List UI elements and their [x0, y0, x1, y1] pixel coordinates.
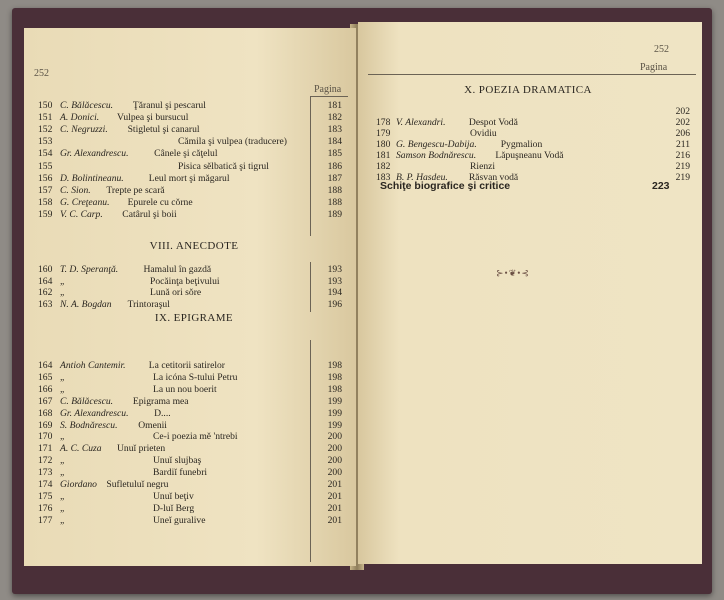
- entry-title: Ovidiu: [470, 128, 497, 139]
- entry-number: 180: [376, 139, 391, 150]
- entry-title: Omenii: [138, 419, 167, 431]
- entry-author: V. C. Carp.: [60, 208, 103, 220]
- entry-number: 154: [38, 148, 53, 160]
- right-page: [358, 22, 702, 564]
- entry-number: 172: [38, 455, 53, 467]
- toc-entry: [38, 443, 348, 455]
- entry-number: 158: [38, 196, 53, 208]
- entry-author: „: [60, 455, 66, 467]
- entry-author: Samson Bodnărescu.: [396, 150, 477, 161]
- entry-title: Cămila şi vulpea (traducere): [178, 136, 287, 148]
- entry-number: 175: [38, 490, 53, 502]
- entry-number: 160: [38, 264, 53, 275]
- entry-page: 193: [327, 275, 342, 287]
- left-page-number: 252: [34, 68, 49, 79]
- entry-number: 162: [38, 287, 53, 299]
- entry-title: Sufletuluĭ negru: [106, 479, 169, 490]
- entry-number: 153: [38, 136, 53, 148]
- entry-page: 183: [327, 124, 342, 136]
- entry-author: Antioh Cantemir.: [60, 360, 126, 371]
- entry-author: G. Bengescu-Dabija.: [396, 139, 477, 150]
- entry-title: Catârul şi boii: [122, 208, 177, 220]
- entry-number: 178: [376, 117, 391, 128]
- entry-page: 193: [327, 264, 342, 275]
- entry-title: La icóna S-tului Petru: [153, 371, 238, 383]
- entry-title: D-luĭ Berg: [153, 502, 195, 514]
- entry-number: 168: [38, 407, 53, 419]
- entry-page: 200: [327, 443, 342, 455]
- entry-author: „: [60, 275, 66, 287]
- entry-title: Răsvan vodă: [468, 172, 519, 183]
- entry-title: Pisica sĕlbatică şi tigrul: [178, 160, 269, 172]
- entry-author: Giordano: [60, 479, 97, 490]
- toc-entry: [38, 467, 348, 479]
- entry-title: Stigletul şi canarul: [127, 124, 200, 136]
- left-header-rule: [310, 96, 348, 97]
- entry-title: D....: [154, 407, 171, 419]
- entry-title: Leul mort şi măgarul: [148, 172, 230, 184]
- toc-entry: [38, 491, 348, 503]
- toc-entry: [38, 479, 348, 491]
- entry-author: N. A. Bogdan: [60, 298, 112, 310]
- entry-number: 183: [376, 172, 391, 183]
- toc-entry: [38, 503, 348, 515]
- entry-author: D. Bolintineanu.: [60, 172, 124, 184]
- toc-entry: [38, 515, 348, 527]
- entry-number: 152: [38, 124, 53, 136]
- entry-title: Unuĭ prieten: [117, 443, 166, 455]
- entry-page: 200: [327, 431, 342, 443]
- entry-page: 202: [675, 117, 690, 128]
- entry-author: C. Sion.: [60, 184, 91, 196]
- entry-title: Vulpea şi bursucul: [117, 112, 189, 124]
- entry-title: Despot Vodă: [468, 117, 518, 128]
- entry-page: 188: [327, 196, 342, 208]
- entry-title: Unuĭ beţiv: [153, 490, 194, 502]
- toc-entry: [38, 148, 348, 160]
- entry-number: 155: [38, 160, 53, 172]
- entry-author: „: [60, 467, 66, 479]
- toc-entry: [38, 396, 348, 408]
- entry-title: Bardiĭ funebri: [153, 467, 208, 479]
- entry-author: „: [60, 287, 66, 299]
- entry-number: 171: [38, 443, 53, 455]
- entry-page: 202: [675, 106, 690, 117]
- entry-page: 196: [327, 298, 342, 310]
- entry-title: Rienzi: [470, 161, 496, 172]
- toc-entry: [38, 455, 348, 467]
- entry-number: 174: [38, 479, 53, 490]
- toc-entry: [38, 100, 348, 112]
- entry-number: 157: [38, 184, 53, 196]
- entry-number: 177: [38, 514, 53, 526]
- entry-author: C. Bălăcescu.: [60, 100, 114, 111]
- toc-entry: [38, 124, 348, 136]
- toc-entry: [38, 276, 348, 288]
- entry-number: 179: [376, 128, 391, 139]
- section-anecdote-title: VIII. ANECDOTE: [149, 240, 239, 252]
- entry-page: 188: [327, 184, 342, 196]
- entry-author: „: [60, 514, 66, 526]
- toc-entry: [38, 420, 348, 432]
- entry-number: 176: [38, 502, 53, 514]
- right-header-rule: [368, 74, 696, 75]
- entry-number: 170: [38, 431, 53, 443]
- toc-entry: [38, 408, 348, 420]
- entry-author: „: [60, 490, 66, 502]
- entry-page: 201: [327, 502, 342, 514]
- ornament-divider: ⊱•❦•⊰: [496, 268, 530, 278]
- entry-page: 187: [327, 172, 342, 184]
- entry-page: 201: [327, 490, 342, 502]
- toc-entry: [38, 360, 348, 372]
- entry-page: 206: [675, 128, 690, 139]
- entry-title: Lună ori sŏre: [150, 287, 202, 299]
- entry-page: 181: [327, 100, 342, 111]
- toc-entry: [38, 161, 348, 173]
- toc-entry: [38, 384, 348, 396]
- entry-author: B. P. Hasdeu.: [396, 172, 448, 183]
- entry-title: Trintoraşul: [127, 298, 170, 310]
- section-poezia-dramatica-title: X. POEZIA DRAMATICA: [464, 84, 592, 96]
- entry-title: Epigrama mea: [132, 395, 189, 407]
- entry-author: Gr. Alexandrescu.: [60, 407, 129, 419]
- toc-entry: [38, 431, 348, 443]
- entry-page: 198: [327, 371, 342, 383]
- entry-number: 167: [38, 395, 53, 407]
- left-page: [24, 28, 356, 566]
- entry-page: 194: [327, 287, 342, 299]
- toc-entry: [38, 287, 348, 299]
- entry-page: 201: [327, 514, 342, 526]
- entry-author: S. Bodnărescu.: [60, 419, 118, 431]
- left-column-header: Pagina: [314, 84, 342, 95]
- entry-page: 185: [327, 148, 342, 160]
- entry-page: 182: [327, 112, 342, 124]
- entry-page: 198: [327, 360, 342, 371]
- entry-number: 181: [376, 150, 391, 161]
- entry-page: 201: [327, 479, 342, 490]
- toc-entry: [38, 185, 348, 197]
- entry-page: 186: [327, 160, 342, 172]
- entry-number: 164: [38, 360, 53, 371]
- toc-entry: [38, 299, 348, 311]
- entry-author: Gr. Alexandrescu.: [60, 148, 129, 160]
- entry-author: A. C. Cuza: [60, 443, 102, 455]
- entry-page: 219: [675, 172, 690, 183]
- entry-number: 163: [38, 298, 53, 310]
- entry-title: La cetitorii satirelor: [148, 360, 225, 371]
- entry-title: Ce-i poezia mĕ 'ntrebi: [153, 431, 238, 443]
- right-page-number: 252: [654, 44, 669, 55]
- entry-author: T. D. Speranţă.: [60, 264, 119, 275]
- final-section-page: 223: [652, 180, 670, 192]
- entry-title: La un nou boerit: [153, 383, 217, 395]
- entry-author: A. Donici.: [60, 112, 100, 124]
- entry-author: G. Creţeanu.: [60, 196, 110, 208]
- entry-page: 199: [327, 395, 342, 407]
- toc-entry: [38, 173, 348, 185]
- entry-number: 156: [38, 172, 53, 184]
- entry-number: 151: [38, 112, 53, 124]
- entry-page: 189: [327, 208, 342, 220]
- entry-number: 169: [38, 419, 53, 431]
- toc-entry: [38, 209, 348, 221]
- entry-number: 182: [376, 161, 391, 172]
- entry-author: C. Bălăcescu.: [60, 395, 114, 407]
- entry-number: 150: [38, 100, 53, 111]
- entry-page: 199: [327, 407, 342, 419]
- entry-author: „: [60, 383, 66, 395]
- entry-title: Trepte pe scară: [106, 184, 165, 196]
- entry-title: Epurele cu cŏrne: [127, 196, 193, 208]
- toc-entry: [38, 264, 348, 276]
- entry-number: 166: [38, 383, 53, 395]
- entry-title: Unuĭ slujbaş: [153, 455, 202, 467]
- entry-page: 219: [675, 161, 690, 172]
- entry-title: Uneĭ guralive: [153, 514, 206, 526]
- entry-author: V. Alexandri.: [396, 117, 446, 128]
- entry-title: Cânele şi căţelul: [154, 148, 218, 160]
- toc-entry: [38, 136, 348, 148]
- entry-page: 200: [327, 455, 342, 467]
- entry-page: 198: [327, 383, 342, 395]
- entry-number: 159: [38, 208, 53, 220]
- entry-title: Pocăinţa beţivului: [150, 275, 220, 287]
- toc-entry: [38, 197, 348, 209]
- entry-title: Ţăranul şi pescarul: [132, 100, 206, 111]
- entry-author: „: [60, 502, 66, 514]
- entry-title: Lăpuşneanu Vodă: [495, 150, 564, 161]
- entry-title: Hamalul în gazdă: [143, 264, 212, 275]
- final-section-title: Schiţe biografice şi critice: [380, 180, 511, 192]
- toc-entry: [38, 372, 348, 384]
- entry-page: 200: [327, 467, 342, 479]
- entry-author: „: [60, 431, 66, 443]
- entry-page: 211: [675, 139, 690, 150]
- entry-number: 173: [38, 467, 53, 479]
- section-epigrame-title: IX. EPIGRAME: [154, 312, 234, 324]
- entry-number: 165: [38, 371, 53, 383]
- entry-author: C. Negruzzi.: [60, 124, 108, 136]
- entry-page: 199: [327, 419, 342, 431]
- entry-page: 216: [675, 150, 690, 161]
- entry-page: 184: [327, 136, 342, 148]
- entry-author: „: [60, 371, 66, 383]
- toc-entry: [38, 112, 348, 124]
- entry-number: 164: [38, 275, 53, 287]
- entry-title: Pygmalion: [500, 139, 543, 150]
- right-column-header: Pagina: [640, 62, 668, 73]
